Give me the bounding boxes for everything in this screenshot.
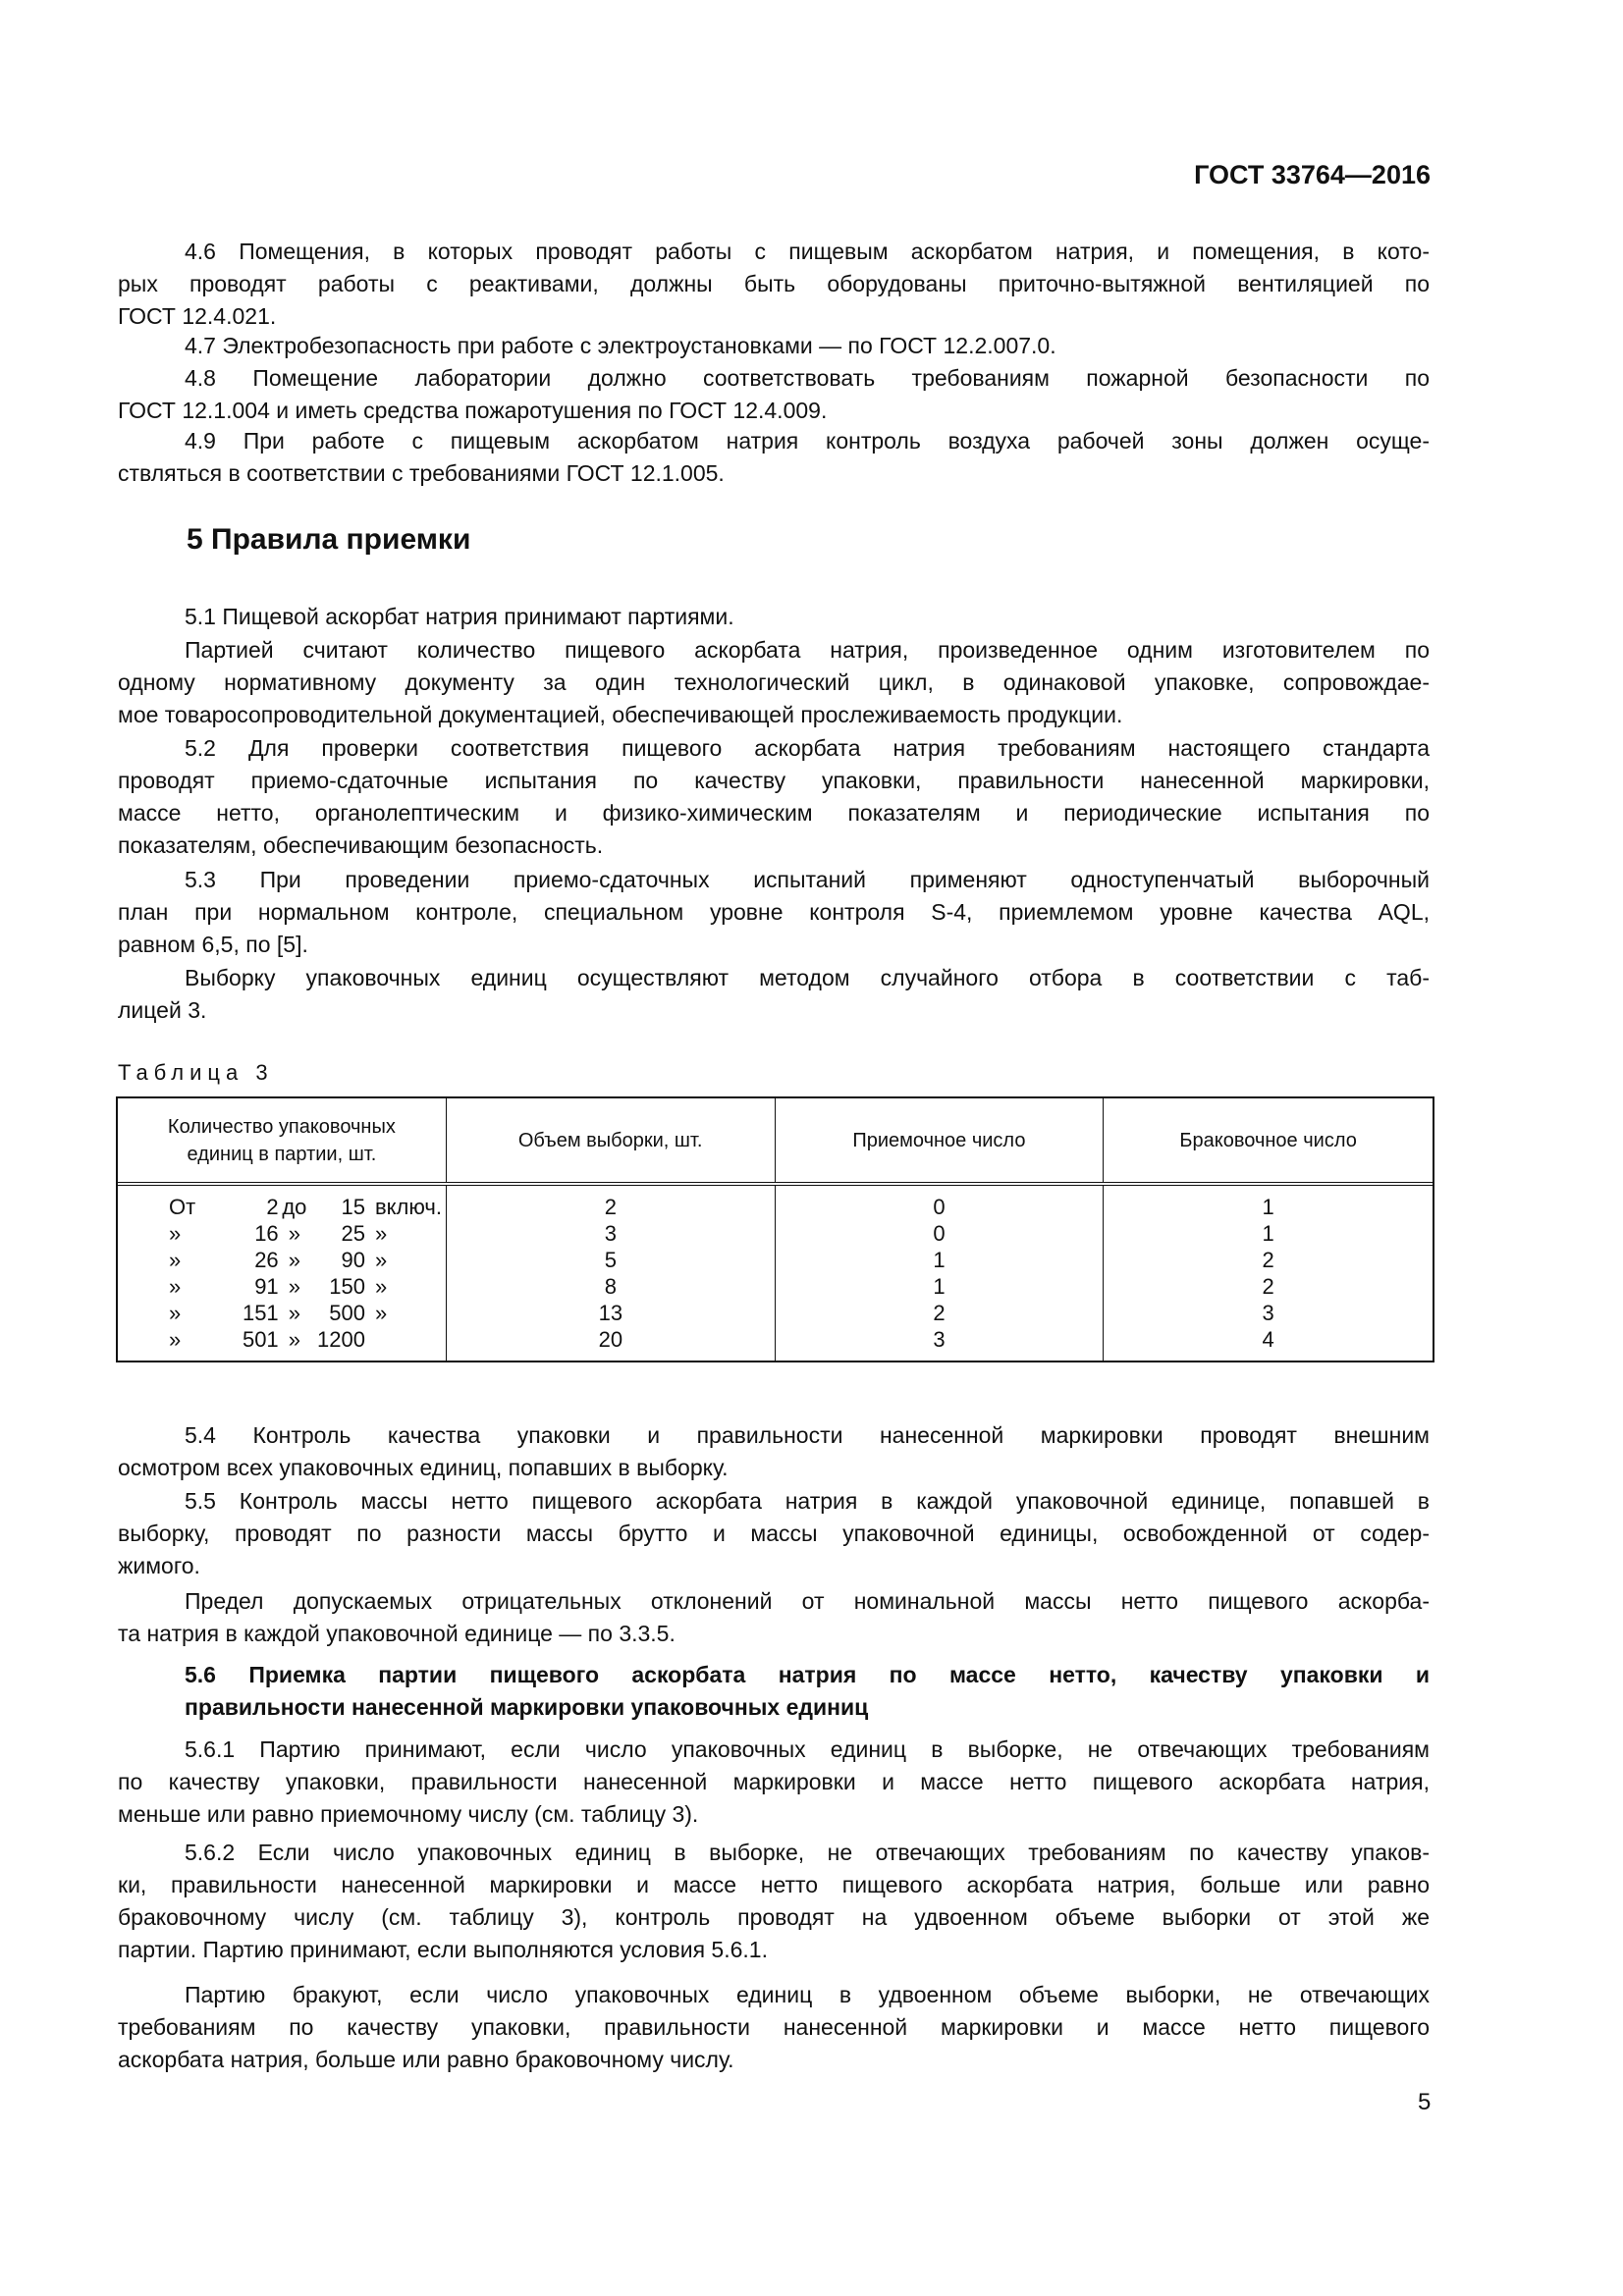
text-line: Выборку упаковочных единиц осуществляют методом случайного отбора в соответствии с таб-	[185, 965, 1430, 990]
table-cell: 1	[933, 1274, 946, 1299]
text-line: одному нормативному документу за один технологический цикл, в одинаковой упаковке, сопровождае-	[118, 669, 1430, 695]
column-header-acceptance-number: Приемочное число	[776, 1098, 1105, 1182]
paragraph-5-5	[118, 1485, 1430, 1582]
range-suffix: »	[374, 1274, 388, 1299]
table-row	[118, 1220, 446, 1247]
text-line: 5.1 Пищевой аскорбат натрия принимают партиями.	[185, 604, 734, 629]
range-to: 25	[341, 1221, 365, 1246]
paragraph-5-3-sampling	[118, 962, 1430, 1027]
text-line: ствляться в соответствии с требованиями ГОСТ 12.1.005.	[118, 460, 725, 486]
range-prefix: »	[169, 1274, 182, 1299]
table-cell: 2	[1262, 1274, 1274, 1299]
acceptance-table	[116, 1096, 1434, 1362]
text-line: 4.9 При работе с пищевым аскорбатом натрия контроль воздуха рабочей зоны должен осуще-	[185, 428, 1430, 454]
text-line: Предел допускаемых отрицательных отклонений от номинальной массы нетто пищевого аскорба-	[185, 1588, 1430, 1614]
table-body	[118, 1186, 1433, 1361]
range-to-label: »	[288, 1221, 300, 1246]
text-line: проводят приемо-сдаточные испытания по качеству упаковки, правильности нанесенной маркировки,	[118, 768, 1430, 793]
text-line: ГОСТ 12.1.004 и иметь средства пожаротушения по ГОСТ 12.4.009.	[118, 398, 828, 423]
text-line: 5.2 Для проверки соответствия пищевого аскорбата натрия требованиям настоящего стандарта	[185, 735, 1430, 761]
range-prefix: »	[169, 1248, 182, 1272]
text-line: массе нетто, органолептическим и физико-химическим показателям и периодические испытания по	[118, 800, 1430, 826]
range-to-label: »	[288, 1301, 300, 1325]
range-to: 150	[329, 1274, 365, 1299]
range-to-label: »	[288, 1274, 300, 1299]
range-from: 91	[254, 1274, 279, 1299]
range-prefix: »	[169, 1327, 182, 1352]
range-from: 2	[266, 1195, 279, 1219]
text-line: план при нормальном контроле, специальном уровне контроля S-4, приемлемом уровне качества AQL,	[118, 899, 1430, 925]
text-line: 5.4 Контроль качества упаковки и правильности нанесенной маркировки проводят внешним	[185, 1422, 1430, 1448]
range-to: 1200	[316, 1327, 365, 1352]
text-line: 5.6.2 Если число упаковочных единиц в выборке, не отвечающих требованиям по качеству упаков-	[185, 1840, 1430, 1865]
range-to-label: до	[282, 1195, 307, 1219]
table-cell: 13	[598, 1301, 623, 1325]
table-cell: 1	[1262, 1221, 1274, 1246]
text-line: партии. Партию принимают, если выполняются условия 5.6.1.	[118, 1937, 768, 1962]
paragraph-5-1-lot	[118, 634, 1430, 731]
range-suffix: »	[374, 1301, 388, 1325]
table-cell: 0	[933, 1221, 946, 1246]
column-header-lot-size: Количество упаковочных единиц в партии, шт.	[118, 1098, 447, 1182]
range-to: 90	[341, 1248, 365, 1272]
text-line: 5.6.1 Партию принимают, если число упаковочных единиц в выборке, не отвечающих требованиям	[185, 1736, 1430, 1762]
paragraph-4-6	[118, 236, 1430, 333]
table-cell: 5	[604, 1248, 617, 1272]
table-cell: 3	[1262, 1301, 1274, 1325]
range-to-label: »	[288, 1248, 300, 1272]
range-to-label: »	[288, 1327, 300, 1352]
range-suffix	[365, 1326, 446, 1353]
text-line: 5.3 При проведении приемо-сдаточных испытаний применяют одноступенчатый выборочный	[185, 867, 1430, 892]
text-line: правильности нанесенной маркировки упаковочных единиц	[185, 1694, 869, 1720]
table-cell: 4	[1262, 1327, 1274, 1352]
text-line: та натрия в каждой упаковочной единице — по 3.3.5.	[118, 1621, 676, 1646]
table-row	[118, 1194, 446, 1220]
column-lot-size	[118, 1186, 447, 1361]
table-cell: 3	[604, 1221, 617, 1246]
text-line: выборку, проводят по разности массы брутто и массы упаковочной единицы, освобожденной от содер-	[118, 1521, 1430, 1546]
table-header-row	[118, 1098, 1433, 1186]
text-line: осмотром всех упаковочных единиц, попавших в выборку.	[118, 1455, 729, 1480]
table-cell: 8	[604, 1274, 617, 1299]
range-to: 15	[341, 1195, 365, 1219]
text-line: аскорбата натрия, больше или равно браковочному числу.	[118, 2047, 734, 2072]
range-suffix: »	[374, 1221, 388, 1246]
column-rejection-number	[1104, 1186, 1433, 1361]
text-line: жимого.	[118, 1553, 200, 1578]
paragraph-5-1	[118, 601, 1430, 633]
text-line: равном 6,5, по [5].	[118, 932, 308, 957]
table-row	[118, 1247, 446, 1273]
table-cell: 20	[598, 1327, 623, 1352]
paragraph-5-2	[118, 732, 1430, 862]
paragraph-5-6-1	[118, 1734, 1430, 1831]
text-line: рых проводят работы с реактивами, должны быть оборудованы приточно-вытяжной вентиляцией по	[118, 271, 1430, 296]
range-prefix: От	[169, 1195, 196, 1219]
table-cell: 2	[604, 1195, 617, 1219]
text-line: 5.6 Приемка партии пищевого аскорбата натрия по массе нетто, качеству упаковки и	[185, 1662, 1430, 1687]
range-prefix: »	[169, 1301, 182, 1325]
table-cell: 1	[933, 1248, 946, 1272]
table-cell: 2	[933, 1301, 946, 1325]
table-row	[118, 1326, 446, 1353]
range-from: 16	[254, 1221, 279, 1246]
column-header-rejection-number: Браковочное число	[1179, 1129, 1357, 1151]
text-line: лицей 3.	[118, 997, 207, 1023]
text-line: требованиям по качеству упаковки, правильности нанесенной маркировки и массе нетто пищевого	[118, 2014, 1430, 2040]
paragraph-5-3	[118, 864, 1430, 961]
table-cell: 1	[1262, 1195, 1274, 1219]
text-line: меньше или равно приемочному числу (см. таблицу 3).	[118, 1801, 699, 1827]
section-heading: 5 Правила приемки	[187, 523, 471, 556]
text-line: показателям, обеспечивающим безопасность.	[118, 832, 604, 858]
range-from: 151	[242, 1301, 279, 1325]
paragraph-4-8	[118, 362, 1430, 427]
table-row	[118, 1273, 446, 1300]
column-sample-size	[447, 1186, 776, 1361]
range-suffix: включ.	[374, 1195, 442, 1219]
paragraph-5-6-2-reject	[118, 1979, 1430, 2076]
paragraph-5-6-2	[118, 1837, 1430, 1966]
text-line: мое товаросопроводительной документацией, обеспечивающей прослеживаемость продукции.	[118, 702, 1123, 727]
column-acceptance-number	[776, 1186, 1105, 1361]
text-line: 4.6 Помещения, в которых проводят работы с пищевым аскорбатом натрия, и помещения, в кото-	[185, 239, 1430, 264]
text-line: 5.5 Контроль массы нетто пищевого аскорбата натрия в каждой упаковочной единице, попавшей в	[185, 1488, 1430, 1514]
range-prefix: »	[169, 1221, 182, 1246]
text-line: Партией считают количество пищевого аскорбата натрия, произведенное одним изготовителем по	[185, 637, 1430, 663]
range-from: 501	[242, 1327, 279, 1352]
paragraph-5-4	[118, 1419, 1430, 1484]
text-line: 4.8 Помещение лаборатории должно соответствовать требованиям пожарной безопасности по	[185, 365, 1430, 391]
range-to: 500	[329, 1301, 365, 1325]
table-cell: 2	[1262, 1248, 1274, 1272]
text-line: ки, правильности нанесенной маркировки и массе нетто пищевого аскорбата натрия, больше или равно	[118, 1872, 1430, 1897]
paragraph-4-7	[118, 330, 1430, 362]
paragraph-5-5-limit	[118, 1585, 1430, 1650]
page-number: 5	[1418, 2089, 1432, 2115]
text-line: браковочному числу (см. таблицу 3), контроль проводят на удвоенном объеме выборки от этой же	[118, 1904, 1430, 1930]
column-header-sample-size: Объем выборки, шт.	[447, 1098, 776, 1182]
range-from: 26	[254, 1248, 279, 1272]
text-line: 4.7 Электробезопасность при работе с электроустановками — по ГОСТ 12.2.007.0.	[185, 333, 1056, 358]
table-cell: 0	[933, 1195, 946, 1219]
subsection-heading-5-6	[118, 1659, 1430, 1724]
text-line: Партию бракуют, если число упаковочных единиц в удвоенном объеме выборки, не отвечающих	[185, 1982, 1430, 2007]
text-line: по качеству упаковки, правильности нанесенной маркировки и массе нетто пищевого аскорбата натрия,	[118, 1769, 1430, 1794]
table-caption: Таблица 3	[118, 1060, 274, 1085]
table-row	[118, 1300, 446, 1326]
document-code: ГОСТ 33764—2016	[1194, 160, 1431, 189]
table-cell: 3	[933, 1327, 946, 1352]
range-suffix: »	[374, 1248, 388, 1272]
paragraph-4-9	[118, 425, 1430, 490]
text-line: ГОСТ 12.4.021.	[118, 303, 277, 329]
